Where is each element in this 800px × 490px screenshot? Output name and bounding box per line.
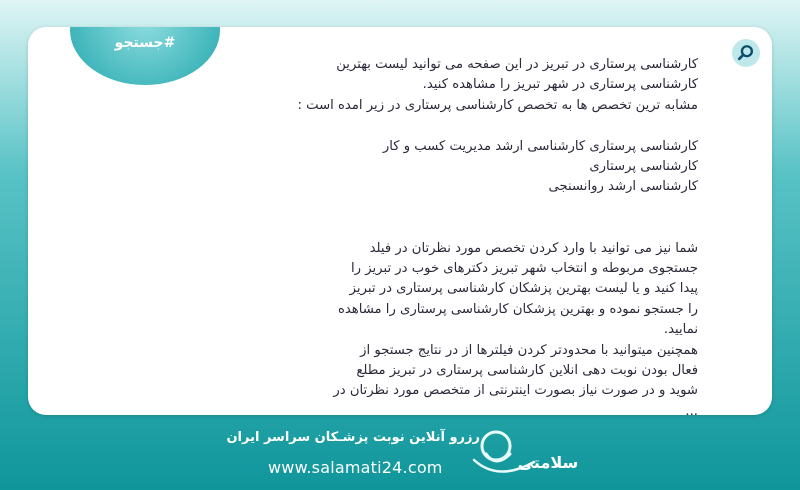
outro-line: شما نیز می توانید با وارد کردن تخصص مورد نظرتان در فیلد bbox=[369, 240, 698, 256]
hashtag-label[interactable]: #جستجو bbox=[114, 35, 176, 51]
footer-url[interactable]: www.salamati24.com bbox=[268, 458, 443, 477]
intro-line: کارشناسی پرستاری در تبریز در این صفحه می توانید لیست بهترین bbox=[336, 57, 698, 72]
content-card bbox=[28, 27, 772, 415]
outro-line: ... bbox=[685, 403, 698, 415]
search-button[interactable] bbox=[732, 39, 760, 67]
search-icon bbox=[737, 44, 755, 62]
similar-specialty-item[interactable]: کارشناسی پرستاری bbox=[589, 159, 698, 175]
salamati-logo bbox=[468, 424, 578, 482]
outro-line: پیدا کنید و یا لیست بهترین پزشکان کارشناسی پرستاری در تبریز bbox=[349, 281, 698, 297]
outro-line: نمایید. bbox=[663, 322, 698, 338]
description-text bbox=[88, 55, 698, 415]
similar-specialty-item[interactable]: کارشناسی پرستاری کارشناسی ارشد مدیریت کسب و کار bbox=[382, 138, 698, 154]
similar-specialty-item[interactable]: کارشناسی ارشد روانسنجی bbox=[548, 179, 698, 195]
logo-text: سلامتی bbox=[517, 453, 578, 472]
footer-slogan: رزرو آنلاین نوبت پزشـکان سراسر ایران bbox=[226, 430, 480, 445]
outro-line: را جستجو نموده و بهترین پزشکان کارشناسی پرستاری را مشاهده bbox=[337, 301, 698, 317]
outro-line: همچنین میتوانید با محدودتر کردن فیلترها از در نتایج جستجو از bbox=[360, 342, 698, 358]
outro-line: فعال بودن نوبت دهی انلاین کارشناسی پرستاری در تبریز مطلع bbox=[356, 363, 698, 379]
outro-line: شوید و در صورت نیاز بصورت اینترنتی از متخصص مورد نظرتان در bbox=[333, 383, 698, 399]
intro-line: مشابه ترین تخصص ها به تخصص کارشناسی پرستاری در زیر امده است : bbox=[297, 97, 698, 113]
outro-line: جستجوی مربوطه و انتخاب شهر تبریز دکترهای خوب در تبریز را bbox=[351, 261, 698, 277]
intro-line: کارشناسی پرستاری در شهر تبریز را مشاهده کنید. bbox=[422, 77, 698, 93]
